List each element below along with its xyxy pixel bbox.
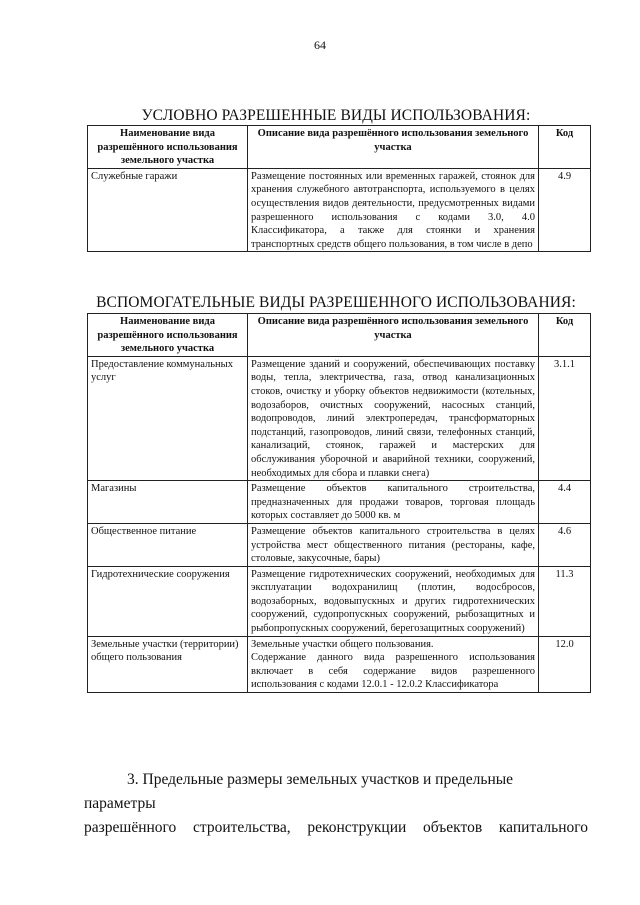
auxiliary-uses-table xyxy=(87,313,591,693)
use-description: Размещение объектов капитального строительства в целях устройства мест общественного питания (рестораны, кафе, столовые, закусочные, бары) xyxy=(248,523,539,566)
table-row xyxy=(88,168,591,252)
use-name: Предоставление коммунальных услуг xyxy=(88,356,248,480)
table-row xyxy=(88,523,591,566)
use-description-cell xyxy=(248,636,539,692)
use-name: Общественное питание xyxy=(88,523,248,566)
table-row xyxy=(88,481,591,524)
conditional-uses-title: УСЛОВНО РАЗРЕШЕННЫЕ ВИДЫ ИСПОЛЬЗОВАНИЯ: xyxy=(141,107,531,124)
use-name: Магазины xyxy=(88,481,248,524)
body-paragraph xyxy=(84,768,588,840)
header-description: Описание вида разрешённого использования земельного участка xyxy=(248,126,539,169)
conditional-uses-table xyxy=(87,125,591,252)
table-row xyxy=(88,636,591,692)
use-code: 4.9 xyxy=(539,168,591,252)
use-description: Содержание данного вида разрешенного использования включает в себя содержание видов разрешенного использования с кодами 12.0.1 - 12.0.2 Классификатора xyxy=(251,652,535,691)
use-code: 12.0 xyxy=(539,636,591,692)
use-description: Размещение постоянных или временных гаражей, стоянок для хранения служебного автотранспорта, используемого в целях осуществления видов деятельности, предусмотренных видами разрешенного использования с кодами 3.0, 4.0 Классификатора, а также для стоянки и хранения транспортных средств общего пользования, в том числе в депо xyxy=(248,168,539,252)
use-description: Размещение зданий и сооружений, обеспечивающих поставку воды, тепла, электричества, газа, отвод канализационных стоков, очистку и уборку объектов недвижимости (котельных, водозаборов, очистных сооружений, насосных станций, водопроводов, линий электропередач, трансформаторных подстанций, газопроводов, линий связи, телефонных станций, канализаций, стоянок, гаражей и мастерских для обслуживания уборочной и аварийной техники, сооружений, необходимых для сбора и плавки снега) xyxy=(248,356,539,480)
header-code: Код xyxy=(539,126,591,169)
table-row xyxy=(88,566,591,636)
paragraph-line: 3. Предельные размеры земельных участков и предельные параметры xyxy=(84,771,514,812)
use-code: 11.3 xyxy=(539,566,591,636)
use-name: Земельные участки (территории) общего пользования xyxy=(88,636,248,692)
auxiliary-uses-title: ВСПОМОГАТЕЛЬНЫЕ ВИДЫ РАЗРЕШЕННОГО ИСПОЛЬЗОВАНИЯ: xyxy=(96,294,576,311)
use-description: Размещение гидротехнических сооружений, необходимых для эксплуатации водохранилищ (плотин, водосбросов, водозаборных, водовыпускных и других гидротехнических сооружений, судопропускных сооружений, рыбозащитных и рыбопропускных сооружений, берегозащитных сооружений) xyxy=(248,566,539,636)
header-code: Код xyxy=(539,314,591,357)
use-name: Гидротехнические сооружения xyxy=(88,566,248,636)
header-description: Описание вида разрешённого использования земельного участка xyxy=(248,314,539,357)
paragraph-line: разрешённого строительства, реконструкции объектов капитального xyxy=(84,819,588,836)
use-code: 4.6 xyxy=(539,523,591,566)
use-code: 3.1.1 xyxy=(539,356,591,480)
table-header-row xyxy=(88,314,591,357)
table-row xyxy=(88,356,591,480)
use-description: Размещение объектов капитального строительства, предназначенных для продажи товаров, торговая площадь которых составляет до 5000 кв. м xyxy=(248,481,539,524)
header-name: Наименование вида разрешённого использования земельного участка xyxy=(88,314,248,357)
header-name: Наименование вида разрешённого использования земельного участка xyxy=(88,126,248,169)
use-name: Служебные гаражи xyxy=(88,168,248,252)
use-description-line: Земельные участки общего пользования. xyxy=(251,638,434,650)
use-code: 4.4 xyxy=(539,481,591,524)
table-header-row xyxy=(88,126,591,169)
page-number: 64 xyxy=(314,38,326,52)
